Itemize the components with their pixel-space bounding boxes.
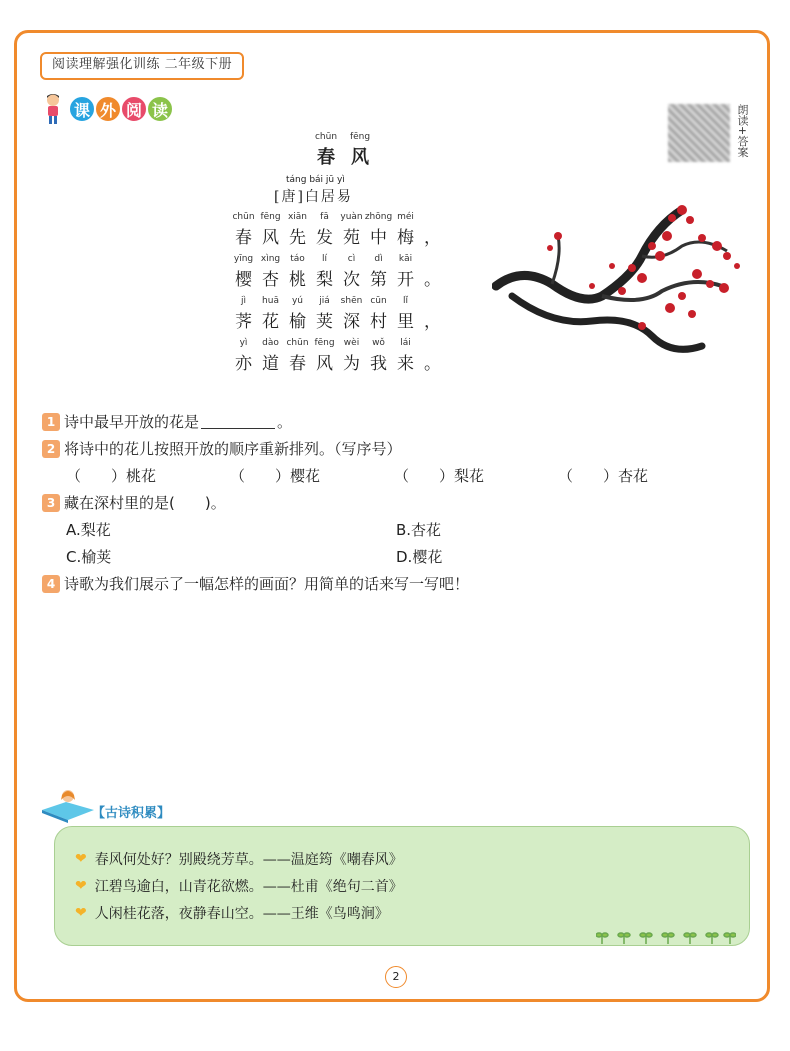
poem-line <box>230 338 470 374</box>
accumulation-line <box>75 849 403 869</box>
qr-code-label: 朗读+答案 <box>736 104 749 158</box>
poem-char: chūn 春 <box>286 338 309 374</box>
question-1 <box>42 408 742 435</box>
question-number-badge: 1 <box>42 413 60 431</box>
poem-char: kāi 开 <box>397 254 414 290</box>
poem-char: huā 花 <box>262 296 279 332</box>
poem-char: jì 荠 <box>235 296 252 332</box>
order-option[interactable]: （ ）樱花 <box>230 467 321 485</box>
question-2-options <box>42 462 742 489</box>
question-4-answer-area[interactable] <box>42 597 742 767</box>
question-number-badge: 3 <box>42 494 60 512</box>
poem-char: jiá 荚 <box>316 296 333 332</box>
order-option[interactable]: （ ）桃花 <box>66 467 157 485</box>
poem-char: lái 来 <box>397 338 414 374</box>
choice-option-d[interactable]: D.樱花 <box>396 548 443 566</box>
poem-char: dào 道 <box>262 338 279 374</box>
heart-icon: ❤ <box>75 851 87 867</box>
qr-code-image[interactable] <box>668 104 730 162</box>
poem-title <box>216 132 470 169</box>
question-3-text: 藏在深村里的是( )。 <box>64 494 226 512</box>
poem-line <box>230 254 470 290</box>
poem-char: 。 <box>424 354 441 374</box>
poem-char: chūn 春 <box>232 212 255 248</box>
poem-char: méi 梅 <box>397 212 414 248</box>
poem-char: zhōng 中 <box>364 212 393 248</box>
poem-verses <box>230 212 470 374</box>
accumulation-line-text: 江碧鸟逾白，山青花欲燃。——杜甫《绝句二首》 <box>94 879 403 895</box>
accumulation-line <box>75 903 389 923</box>
question-1-text: 诗中最早开放的花是 <box>64 413 200 431</box>
heart-icon: ❤ <box>75 905 87 921</box>
poem-char: 。 <box>424 270 441 290</box>
question-3-options-row-1 <box>42 516 742 543</box>
accumulation-title: 【古诗积累】 <box>92 806 171 821</box>
question-number-badge: 4 <box>42 575 60 593</box>
poem-char: fēng 风 <box>314 338 335 374</box>
question-3-options-row-2 <box>42 543 742 570</box>
book-title-tag: 阅读理解强化训练 二年级下册 <box>40 52 244 80</box>
heart-icon: ❤ <box>75 878 87 894</box>
poem-block <box>230 132 470 380</box>
poem-char: táo 桃 <box>289 254 306 290</box>
choice-option-c[interactable]: C.榆荚 <box>66 548 112 566</box>
badge-char-2: 外 <box>94 95 122 123</box>
plum-blossom-branch-image <box>492 196 748 376</box>
sprouts-decoration-icon <box>596 930 736 944</box>
answer-blank[interactable] <box>201 414 275 429</box>
poem-char: ， <box>424 228 441 248</box>
poem-char: cì 次 <box>343 254 360 290</box>
choice-option-b[interactable]: B.杏花 <box>396 521 442 539</box>
poem-char: yì 亦 <box>235 338 252 374</box>
author-text: [唐]白居易 <box>274 189 353 205</box>
questions-section <box>42 408 742 767</box>
accumulation-line-text: 春风何处好？别殿绕芳草。——温庭筠《嘲春风》 <box>94 852 403 868</box>
accumulation-line <box>75 876 403 896</box>
poem-char: yuàn 苑 <box>340 212 363 248</box>
open-book-girl-icon <box>38 788 98 824</box>
reading-kid-icon <box>40 92 66 126</box>
page-number: 2 <box>385 966 407 988</box>
question-2-text: 将诗中的花儿按照开放的顺序重新排列。（写序号） <box>64 440 402 458</box>
poem-char: fā 发 <box>316 212 333 248</box>
poem-line <box>230 212 470 248</box>
badge-char-3: 阅 <box>120 95 148 123</box>
question-4 <box>42 570 742 597</box>
poem-char: lǐ 里 <box>397 296 414 332</box>
poem-char: fēng 风 <box>260 212 281 248</box>
question-4-text: 诗歌为我们展示了一幅怎样的画面？用简单的话来写一写吧！ <box>64 575 470 593</box>
poem-char: cūn 村 <box>370 296 387 332</box>
poem-char: lí 梨 <box>316 254 333 290</box>
author-pinyin: táng bái jū yì <box>286 175 345 185</box>
title-char: chūn 春 <box>314 132 338 168</box>
poem-char: ， <box>424 312 441 332</box>
poem-char: xiān 先 <box>287 212 308 248</box>
question-3 <box>42 489 742 516</box>
order-option[interactable]: （ ）梨花 <box>394 467 485 485</box>
title-char: fēng 风 <box>349 132 371 168</box>
poem-char: shēn 深 <box>340 296 363 332</box>
poem-char: yīng 樱 <box>233 254 254 290</box>
poem-char: xìng 杏 <box>260 254 281 290</box>
poem-author <box>274 175 470 206</box>
badge-char-1: 课 <box>68 95 96 123</box>
question-number-badge: 2 <box>42 440 60 458</box>
poem-char: wèi 为 <box>343 338 360 374</box>
poem-char: wǒ 我 <box>370 338 387 374</box>
poem-char: yú 榆 <box>289 296 306 332</box>
question-1-end: 。 <box>277 413 293 431</box>
badge-char-4: 读 <box>146 95 174 123</box>
order-option[interactable]: （ ）杏花 <box>558 467 649 485</box>
accumulation-line-text: 人闲桂花落，夜静春山空。——王维《鸟鸣涧》 <box>94 906 389 922</box>
poem-char: dì 第 <box>370 254 387 290</box>
poem-line <box>230 296 470 332</box>
accumulation-box <box>54 826 750 946</box>
choice-option-a[interactable]: A.梨花 <box>66 521 111 539</box>
question-2 <box>42 435 742 462</box>
section-badge-extracurricular-reading <box>40 92 172 126</box>
